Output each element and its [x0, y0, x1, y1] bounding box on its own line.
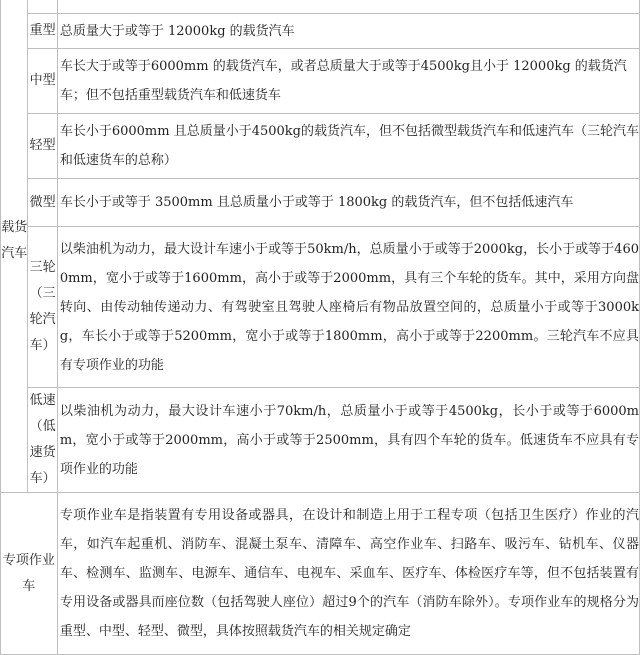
table-row — [1, 227, 640, 388]
type-low-speed-sub: （低速货车） — [29, 419, 56, 486]
desc-heavy: 总质量大于或等于 12000kg 的载货汽车 — [57, 14, 639, 49]
category-special: 专项作业车 — [1, 493, 58, 655]
desc-special: 专项作业车是指装置有专用设备或器具，在设计和制造上用于工程专项（包括卫生医疗）作业的汽车，如汽车起重机、消防车、混凝土泵车、清障车、高空作业车、扫路车、吸污车、钻机车、仪器车、检测车、监测车、电源车、通信车、电视车、采血车、医疗车、体检医疗车等，但不包括装置有专用设备或器具而座位数（包括驾驶人座位）超过9个的汽车（消防车除外）。专项作业车的规格分为重型、中型、轻型、微型，具体按照载货汽车的相关规定确定 — [57, 493, 639, 655]
type-light: 轻型 — [28, 114, 57, 179]
desc-light-line1: 车长小于6000mm 且总质量小于4500kg的载货汽车，但不包括微型载货汽车和低速汽车（三轮汽车 — [59, 124, 639, 139]
category-label-truck: 载货汽车 — [1, 219, 28, 261]
desc-medium-line2: 车；但不包括重型载货汽车和低速货车 — [59, 88, 281, 103]
type-low-speed-label: 低速 — [29, 393, 56, 408]
type-three-wheel-sub: （三轮汽车） — [29, 286, 56, 353]
table-row — [1, 114, 640, 179]
type-cell-empty — [28, 0, 57, 14]
table-row — [1, 14, 640, 49]
table-row — [1, 0, 640, 14]
desc-cell-empty — [57, 0, 639, 14]
desc-three-wheel: 以柴油机为动力，最大设计车速小于或等于50km/h，总质量小于或等于2000kg，长小于或等于4600mm，宽小于或等于1600mm，高小于或等于2000mm，具有三个车轮的货车。其中，采用方向盘转向、由传动轴传递动力、有驾驶室且驾驶人座椅后有物品放置空间的，总质量小于或等于3000kg，车长小于或等于5200mm，宽小于或等于1800mm，高小于或等于2200mm。三轮汽车不应具有专项作业的功能 — [57, 227, 639, 388]
type-low-speed — [28, 388, 57, 493]
desc-medium — [57, 49, 639, 114]
table-row — [1, 388, 640, 493]
table-row — [1, 179, 640, 227]
desc-light-line2: 和低速货车的总称） — [59, 153, 177, 168]
type-heavy: 重型 — [28, 14, 57, 49]
desc-medium-line1: 车长大于或等于6000mm 的载货汽车，或者总质量大于或等于4500kg且小于 12000kg 的载货汽 — [59, 59, 627, 74]
table-row — [1, 49, 640, 114]
type-medium: 中型 — [28, 49, 57, 114]
category-cell-truck — [1, 0, 28, 493]
type-micro: 微型 — [28, 179, 57, 227]
desc-micro: 车长小于或等于 3500mm 且总质量小于或等于 1800kg 的载货汽车，但不包括低速汽车 — [57, 179, 639, 227]
table-row — [1, 493, 640, 655]
type-three-wheel-label: 三轮 — [29, 260, 56, 275]
desc-light — [57, 114, 639, 179]
type-three-wheel — [28, 227, 57, 388]
desc-low-speed: 以柴油机为动力，最大设计车速小于70km/h，总质量小于或等于4500kg，长小于或等于6000mm，宽小于或等于2000mm，高小于或等于2500mm，具有四个车轮的货车。低速货车不应具有专项作业的功能 — [57, 388, 639, 493]
